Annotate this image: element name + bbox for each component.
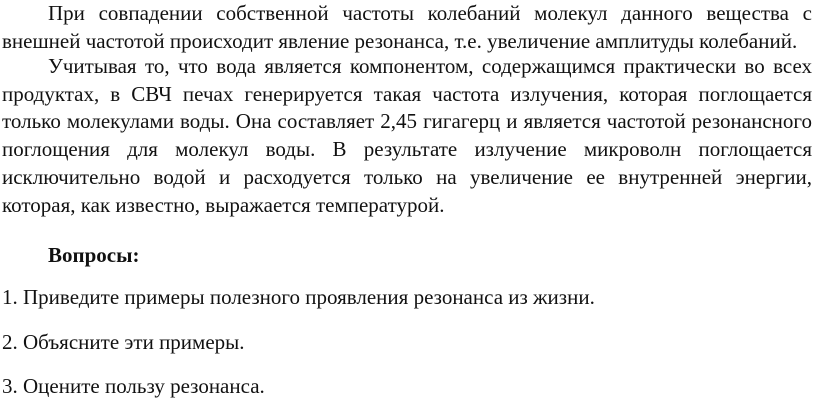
paragraph-microwave-explanation: Учитывая то, что вода является компонентом, содержащимся практически во всех продуктах, в СВЧ печах генерируется такая частота излучения, которая поглощается только молекулами воды. Она составляет 2,45 гигагерц и является частотой резонансного поглощения для молекул воды. В результате излучение микроволн поглощается исключительно водой и расходуется только на увеличение ее внутренней энергии, которая, как известно, выражается температурой.: [2, 54, 812, 217]
questions-heading: Вопросы:: [48, 243, 140, 267]
paragraph-resonance-definition: При совпадении собственной частоты колебаний молекул данного вещества с внешней частотой происходит явление резонанса, т.е. увеличение амплитуды колебаний.: [2, 1, 812, 53]
question-item-3: 3. Оцените пользу резонанса.: [2, 374, 265, 398]
question-item-2: 2. Объясните эти примеры.: [2, 330, 245, 354]
question-item-1: 1. Приведите примеры полезного проявления резонанса из жизни.: [2, 285, 595, 309]
